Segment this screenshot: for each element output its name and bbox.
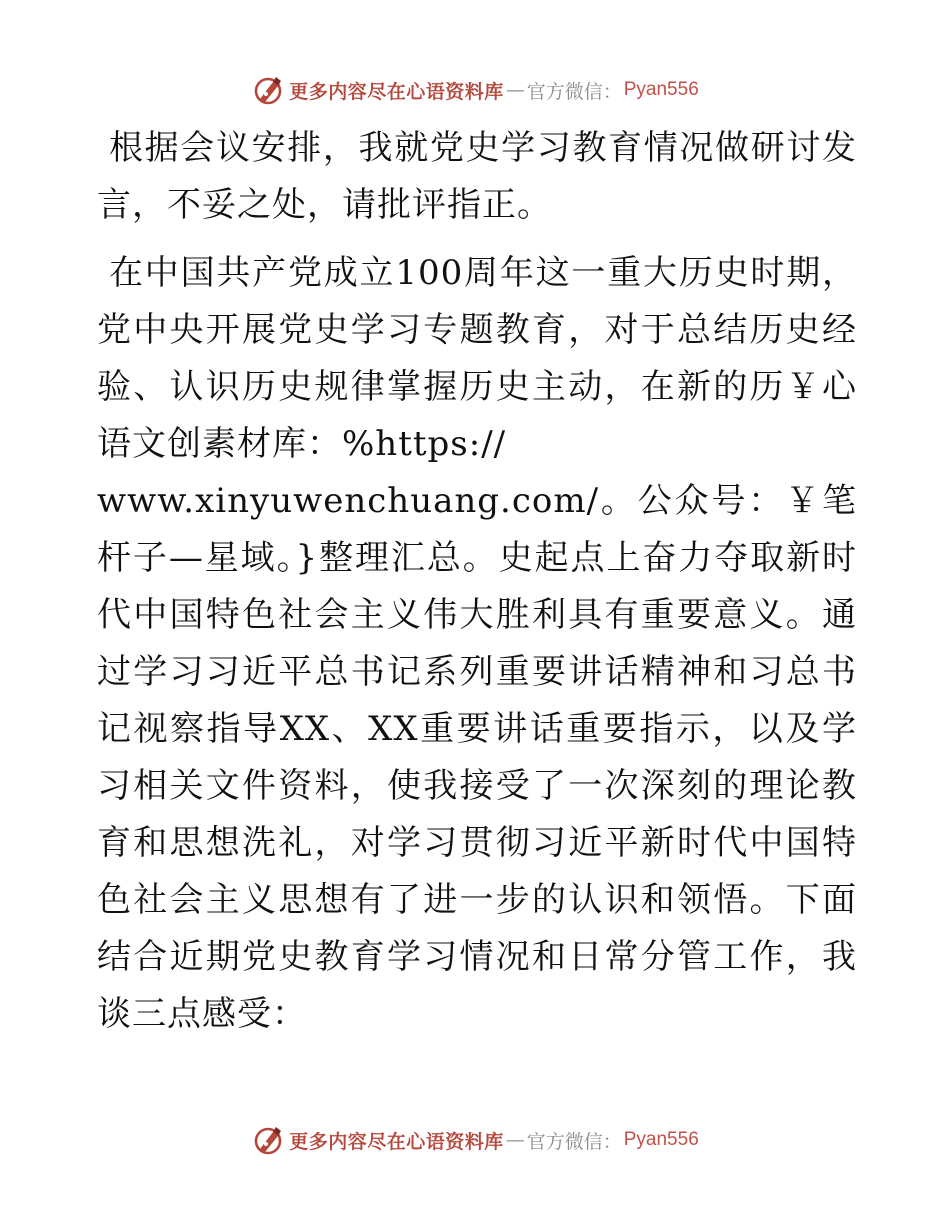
text-line: 验、认识历史规律掌握历史主动，在新的历￥心语 [97, 367, 857, 464]
text-line: 料，使我接受了一次深刻的理论教育和思想洗礼， [97, 766, 857, 863]
watermark-main-text: 更多内容尽在心语资料库 [289, 80, 504, 103]
watermark-label: 官方微信： [526, 80, 622, 103]
watermark-dash: — [505, 79, 525, 101]
text-line: www.xinyuwenchuang.com/。公众号：￥笔杆子— [97, 481, 857, 578]
text-line: 了进一步的认识和领悟。下面结合近期党史教育学 [97, 880, 857, 977]
paragraph-2 [97, 245, 857, 1043]
text-line: 特色社会主义伟大胜利具有重要意义。通过学习习 [97, 595, 857, 692]
watermark-main-text: 更多内容尽在心语资料库 [289, 1130, 504, 1153]
watermark-wechat-id: Pyan556 [623, 1129, 699, 1150]
document-body [97, 120, 857, 1043]
watermark-dash: — [505, 1129, 525, 1151]
text-line: 近平总书记系列重要讲话精神和习总书记视察指导 [97, 652, 857, 749]
watermark-wechat-id: Pyan556 [623, 79, 699, 100]
text-line: XX、XX重要讲话重要指示，以及学习相关文件资 [97, 709, 858, 806]
text-line: 在中国共产党成立100周年这一重大历史时期， [109, 253, 857, 293]
pen-logo-icon [251, 1123, 285, 1157]
text-line: 文创素材库：%https:// [132, 424, 507, 464]
footer-watermark [0, 1120, 950, 1160]
text-line: 根据会议安排，我就党史学习教育情况做研讨发 [109, 128, 857, 168]
watermark-label: 官方微信： [526, 1130, 622, 1153]
text-line: 习情况和日常分管工作，我谈三点感受： [97, 937, 857, 1034]
paragraph-1 [97, 120, 857, 234]
header-watermark [0, 70, 950, 110]
text-line: 言，不妥之处，请批评指正。 [97, 185, 552, 225]
text-line: 对学习贯彻习近平新时代中国特色社会主义思想有 [97, 823, 857, 920]
pen-logo-icon [251, 73, 285, 107]
text-line: 党中央开展党史学习专题教育，对于总结历史经 [97, 310, 857, 350]
text-line: 星域。}整理汇总。史起点上奋力夺取新时代中国 [97, 538, 857, 635]
